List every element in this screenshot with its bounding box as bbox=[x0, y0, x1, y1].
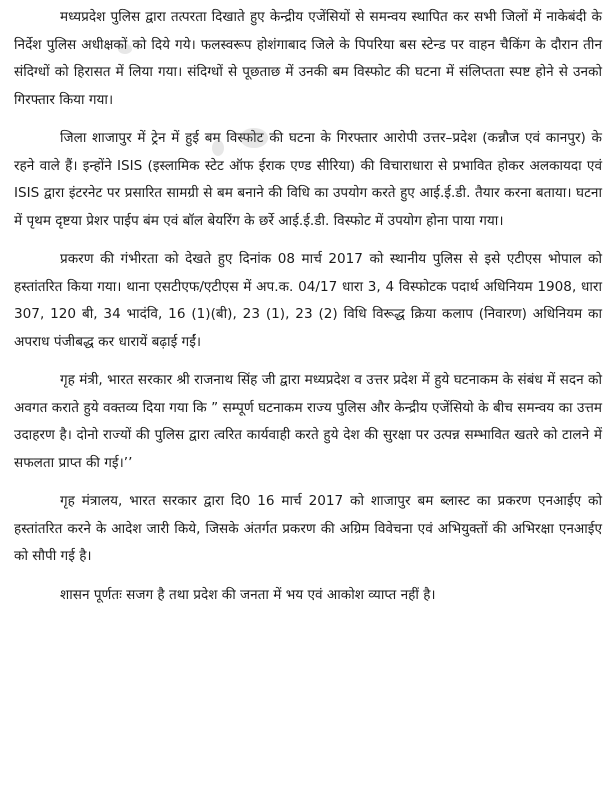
paragraph-nakebandi: मध्यप्रदेश पुलिस द्वारा तत्परता दिखाते हुए केन्द्रीय एजेंसियों से समन्वय स्थापित कर सभी जिलों में नाकेबंदी के निर्देश पुलिस अधीक्षकों को दिये गये। फलस्वरूप होशंगाबाद जिले के पिपरिया बस स्टेन्ड पर वाहन चैकिंग के दौरान तीन संदिग्धों को हिरासत में लिया गया। संदिग्धों से पूछताछ में उनकी बम विस्फोट की घटना में संलिप्तता स्पष्ट होने से उनको गिरफ्तार किया गया। bbox=[14, 9, 602, 108]
paragraph-home-minister-statement: गृह मंत्री, भारत सरकार श्री राजनाथ सिंह जी द्वारा मध्यप्रदेश व उत्तर प्रदेश में हुये घटनाकम के संबंध में सदन को अवगत कराते हुये वक्तव्य दिया गया कि ” सम्पूर्ण घटनाकम राज्य पुलिस और केन्द्रीय एजेंसियो के बीच समन्वय का उत्तम उदाहरण है। दोनो राज्यों की पुलिस द्वारा त्वरित कार्यवाही करते हुये देश की सुरक्षा पर उत्पन्न सम्भावित खतरे को टालने में सफलता प्राप्त की गई।’’ bbox=[14, 372, 602, 471]
paragraph-ats-case: प्रकरण की गंभीरता को देखते हुए दिनांक 08 मार्च 2017 को स्थानीय पुलिस से इसे एटीएस भोपाल को हस्तांतरित किया गया। थाना एसटीएफ/एटीएस में अप.क. 04/17 धारा 3, 4 विस्फोटक पदार्थ अधिनियम 1908, धारा 307, 120 बी, 34 भादंवि, 16 (1)(बी), 23 (1), 23 (2) विधि विरूद्ध क्रिया कलाप (निवारण) अधिनियम का अपराध पंजीबद्ध कर धारायें बढ़ाई गईं। bbox=[14, 251, 602, 350]
paragraph-isis-ied: जिला शाजापुर में ट्रेन में हुई बम विस्फोट की घटना के गिरफ्तार आरोपी उत्तर–प्रदेश (कन्नौज एवं कानपुर) के रहने वाले हैं। इन्होंने ISIS (इस्लामिक स्टेट ऑफ ईराक एण्ड सीरिया) की विचाराधारा से प्रभावित होकर अलकायदा एवं ISIS द्वारा इंटरनेट पर प्रसारित सामग्री से बम बनाने की विधि का उपयोग करते हुए आई.ई.डी. तैयार करना बताया। घटना में पृथम दृष्टया प्रेशर पाईप बंम एवं बॉल बेयरिंग के छर्रे आई.ई.डी. विस्फोट में उपयोग होना पाया गया। bbox=[14, 130, 602, 229]
paragraph-nia-transfer: गृह मंत्रालय, भारत सरकार द्वारा दि0 16 मार्च 2017 को शाजापुर बम ब्लास्ट का प्रकरण एनआईए को हस्तांतरित करने के आदेश जारी किये, जिसके अंतर्गत प्रकरण की अग्रिम विवेचना एवं अभियुक्तों की अभिरक्षा एनआईए को सौपी गई है। bbox=[14, 493, 602, 564]
paragraph-public-assurance: शासन पूर्णतः सजग है तथा प्रदेश की जनता में भय एवं आकोश व्याप्त नहीं है। bbox=[60, 586, 436, 603]
